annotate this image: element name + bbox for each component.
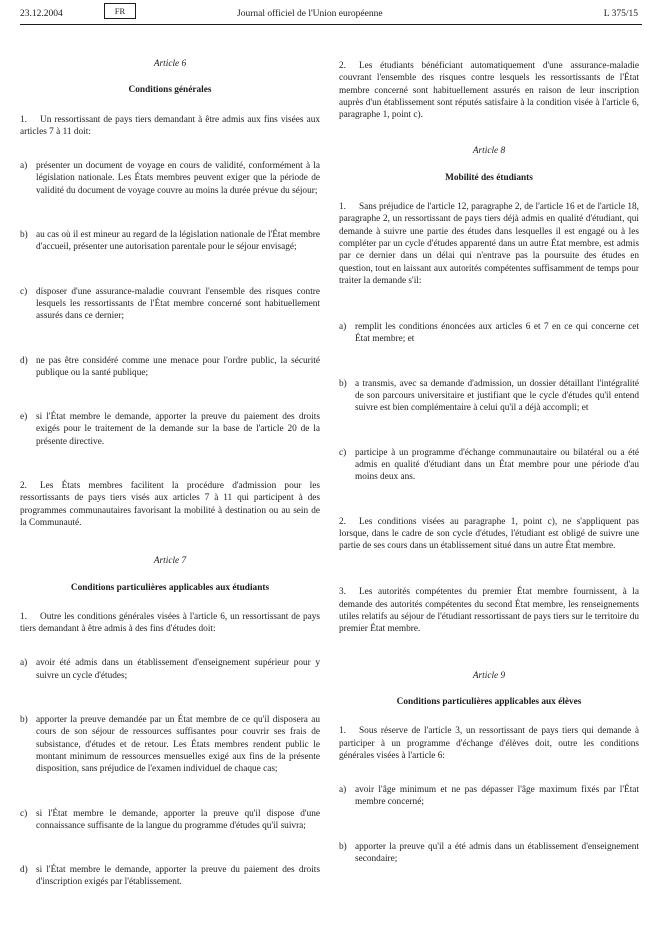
paragraph-text: Les étudiants bénéficiant automatiquement d'une assurance-maladie couvrant l'ensemble des risques contre lesquels les ressortissants de l'État membre concerné sont habituellement assurés en raison de leur inscription auprès d'un établissement sont réputés satisfaire à la condition visée à l'article 6, paragraphe 1, point c). [339, 61, 639, 121]
item-text: remplit les conditions énoncées aux articles 6 et 7 en ce qui concerne cet État membre; et [355, 322, 639, 345]
item-text: au cas où il est mineur au regard de la législation nationale de l'État membre d'accueil, présenter une autorisation parentale pour le séjour envisagé; [36, 230, 320, 253]
page-header [0, 0, 662, 40]
list-item [20, 411, 320, 448]
paragraph-text: Les conditions visées au paragraphe 1, point c), ne s'appliquent pas lorsque, dans le cadre de son cycle d'études, l'étudiant est obligé de suivre une partie de ses cours dans un établissement situé dans un autre État membre. [339, 516, 639, 552]
list-item [339, 321, 639, 346]
item-label: c) [20, 808, 28, 819]
item-text: apporter la preuve demandée par un État membre de ce qu'il disposera au cours de son séjour de ressources suffisantes pour couvrir ses frais de subsistance, d'études et de retour. Les États membres rendent public le montant minimum de ressources mensuelles exigé aux fins de la présente disposition, sans préjudice de l'examen individuel de chaque cas; [36, 715, 320, 775]
item-text: participe à un programme d'échange communautaire ou bilatéral ou a été admis en qualité d'étudiant dans un État membre pour une période d'au moins deux ans. [355, 447, 639, 483]
paragraph-text: Outre les conditions générales visées à l'article 6, un ressortissant de pays tiers demandant à être admis à des fins d'études doit: [20, 611, 320, 635]
article-7-label: Article 7 [153, 556, 187, 567]
list-item [20, 808, 320, 833]
item-text: si l'État membre le demande, apporter la preuve du paiement des droits exigés pour le traitement de la demande sur la base de l'article 20 de la présente directive. [36, 412, 320, 447]
list-item [20, 229, 320, 254]
article-7-title: Conditions particulières applicables aux étudiants [70, 582, 270, 593]
item-label: c) [20, 286, 28, 297]
item-text: a transmis, avec sa demande d'admission, un dossier détaillant l'intégralité de son parcours universitaire et justifiant que le cycle d'études qu'il entend suivre est bien complémentaire à celui qu'il a déjà accompli; et [355, 378, 639, 414]
article-9-label: Article 9 [472, 670, 506, 681]
item-text: si l'État membre le demande, apporter la preuve du paiement des droits d'inscription exigés par l'établissement. [36, 865, 320, 888]
article-7-paragraph-1 [20, 611, 320, 636]
article-7-paragraph-2 [339, 60, 639, 121]
item-text: présenter un document de voyage en cours de validité, conformément à la législation nationale. Les États membres peuvent exiger que la période de validité du document de voyage couvre au moins la durée prévue du séjour; [36, 161, 320, 196]
left-column [20, 40, 320, 889]
header-rule [20, 24, 642, 25]
list-item [20, 355, 320, 380]
item-text: si l'État membre le demande, apporter la preuve qu'il dispose d'une connaissance suffisante de la langue du programme d'études qu'il suivra; [36, 808, 320, 831]
list-item [339, 841, 639, 866]
item-label: b) [339, 378, 347, 389]
item-label: a) [20, 161, 28, 172]
item-label: e) [20, 412, 28, 423]
paragraph-text: Les États membres facilitent la procédure d'admission pour les ressortissants de pays tiers visés aux articles 7 à 11 qui participent à des programmes communautaires favorisant la mobilité à destination ou au sein de la Communauté. [20, 481, 320, 528]
article-6-paragraph-2 [20, 480, 320, 529]
item-label: b) [339, 841, 347, 852]
paragraph-number: 2. [339, 516, 346, 527]
paragraph-text: Sans préjudice de l'article 12, paragraphe 2, de l'article 16 et de l'article 18, paragraphe 2, un ressortissant de pays tiers déjà admis en qualité d'étudiant, qui demande à suivre une partie des études dans lesquelles il est engagé ou à les compléter par un cycle d'études apparenté dans un autre État membre, est admis par ce dernier dans un délai qui n'entrave pas la poursuite des études en question, tout en laissant aux autorités compétentes suffisamment de temps pour traiter la demande s'il: [339, 202, 639, 286]
item-label: d) [20, 355, 28, 366]
paragraph-text: Sous réserve de l'article 3, un ressortissant de pays tiers qui demande à participer à un programme d'échange d'élèves doit, outre les conditions générales visées à l'article 6: [339, 726, 639, 761]
paragraph-number: 1. [339, 726, 346, 737]
item-label: a) [339, 322, 347, 333]
paragraph-number: 1. [339, 202, 346, 213]
item-text: ne pas être considéré comme une menace pour l'ordre public, la sécurité publique ou la santé publique; [36, 355, 320, 378]
paragraph-text: Un ressortissant de pays tiers demandant à être admis aux fins visées aux articles 7 à 11 doit: [20, 114, 320, 137]
item-text: avoir été admis dans un établissement d'enseignement supérieur pour y suivre un cycle d'études; [36, 658, 320, 681]
list-item [20, 657, 320, 682]
item-text: avoir l'âge minimum et ne pas dépasser l'âge maximum fixés par l'État membre concerné; [355, 785, 639, 808]
paragraph-number: 2. [339, 61, 346, 71]
list-item [20, 286, 320, 323]
item-text: apporter la preuve qu'il a été admis dans un établissement d'enseignement secondaire; [355, 841, 639, 864]
item-label: a) [20, 658, 28, 669]
article-6-paragraph-1 [20, 114, 320, 139]
paragraph-text: Les autorités compétentes du premier État membre fournissent, à la demande des autorités compétentes du second État membre, les renseignements utiles relatifs au séjour de l'étudiant ressortissant de pays tiers sur le territoire du premier État membre. [339, 587, 639, 635]
paragraph-number: 1. [20, 611, 27, 622]
article-6-title: Conditions générales [128, 85, 212, 96]
item-label: a) [339, 785, 347, 796]
paragraph-number: 3. [339, 587, 346, 598]
list-item [20, 864, 320, 889]
item-text: disposer d'une assurance-maladie couvrant l'ensemble des risques contre lesquels les ressortissants de l'État membre concerné sont habituellement assurés dans ce dernier; [36, 286, 320, 322]
header-date: 23.12.2004 [20, 9, 63, 19]
paragraph-number: 2. [20, 481, 27, 492]
language-box: FR [104, 3, 136, 19]
item-label: b) [20, 230, 28, 241]
article-8-paragraph-1 [339, 201, 639, 287]
list-item [339, 447, 639, 484]
paragraph-number: 1. [20, 114, 27, 125]
article-8-paragraph-2 [339, 516, 639, 553]
item-label: b) [20, 715, 28, 726]
page-reference: L 375/15 [603, 9, 638, 19]
article-9-title: Conditions particulières applicables aux élèves [396, 696, 582, 707]
article-8-title: Mobilité des étudiants [445, 172, 533, 183]
list-item [339, 784, 639, 809]
article-8-label: Article 8 [472, 146, 506, 157]
journal-title: Journal officiel de l'Union européenne [237, 9, 383, 19]
list-item [20, 714, 320, 775]
article-9-paragraph-1 [339, 725, 639, 762]
item-label: d) [20, 865, 28, 876]
list-item [339, 378, 639, 415]
right-column [339, 40, 639, 865]
list-item [20, 160, 320, 197]
item-label: c) [339, 447, 347, 458]
article-6-label: Article 6 [153, 59, 187, 69]
article-8-paragraph-3 [339, 586, 639, 635]
